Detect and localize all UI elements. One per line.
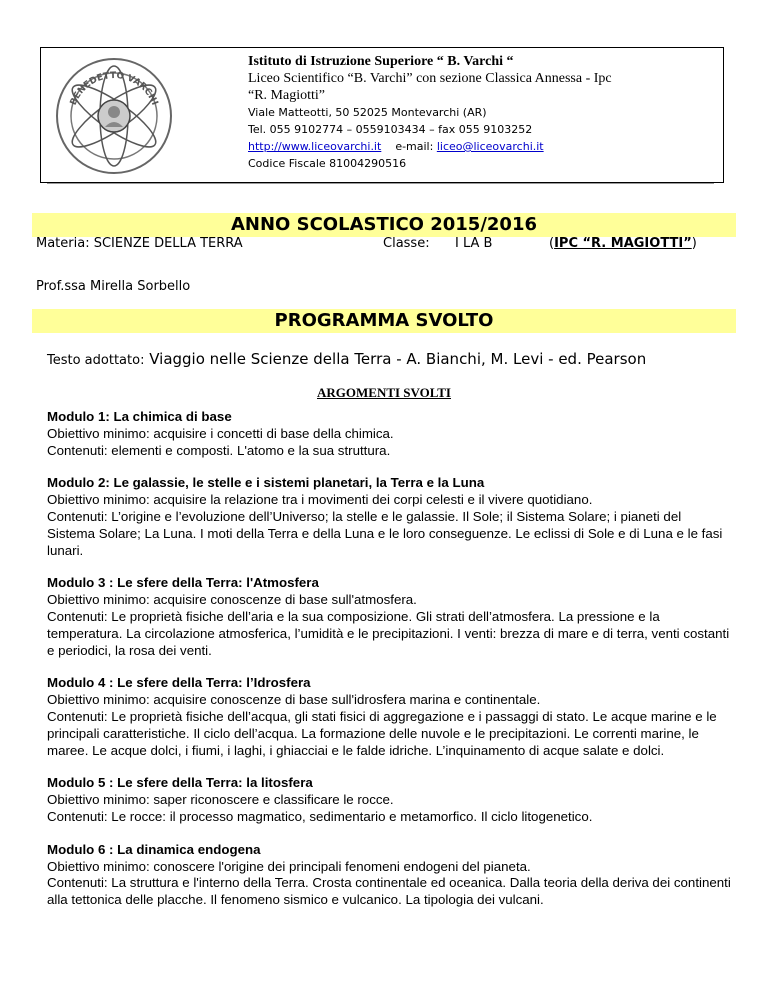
module-contents: Contenuti: Le rocce: il processo magmatico, sedimentario e metamorfico. Il ciclo litogenetico. [47, 808, 593, 824]
module-contents: Contenuti: L’origine e l’evoluzione dell’Universo; la stelle e le galassie. Il Sole; il Sistema Solare; i pianeti del Sistema Solare; La Luna. I moti della Terra e della Luna e le loro conseguenze. Le eclissi di Sole e di Luna e le fasi lunari. [47, 508, 723, 558]
ipc-note: (IPC “R. MAGIOTTI”) [549, 236, 697, 251]
divider [47, 183, 714, 184]
textbook [47, 350, 646, 370]
letterhead [40, 47, 724, 183]
module-objective: Obiettivo minimo: acquisire i concetti di base della chimica. [47, 425, 394, 441]
textbook-value: Viaggio nelle Scienze della Terra - A. Bianchi, M. Levi - ed. Pearson [144, 350, 647, 368]
liceo-name: Liceo Scientifico “B. Varchi” con sezione Classica Annessa - Ipc [248, 71, 612, 86]
ipc-name: IPC “R. MAGIOTTI” [554, 236, 692, 251]
school-logo [55, 57, 173, 175]
phone: Tel. 055 9102774 – 0559103434 – fax 055 9103252 [248, 123, 533, 136]
module-objective: Obiettivo minimo: acquisire conoscenze di base sull'atmosfera. [47, 592, 417, 608]
svg-text:BENEDETTO VARCHI: BENEDETTO VARCHI [68, 70, 160, 107]
module-contents: Contenuti: elementi e composti. L'atomo e la sua struttura. [47, 442, 391, 458]
module-objective: Obiettivo minimo: saper riconoscere e classificare le rocce. [47, 792, 394, 808]
contact-line [248, 138, 718, 155]
magiotti-name: “R. Magiotti” [248, 88, 325, 103]
module-objective: Obiettivo minimo: acquisire la relazione tra i movimenti dei corpi celesti e il vivere quotidiano. [47, 492, 593, 508]
class-label: Classe: [383, 236, 430, 251]
email-link[interactable]: liceo@liceovarchi.it [436, 140, 544, 153]
module-title: Modulo 5 : Le sfere della Terra: la litosfera [47, 775, 313, 791]
module-title: Modulo 2: Le galassie, le stelle e i sistemi planetari, la Terra e la Luna [47, 475, 485, 491]
module-objective: Obiettivo minimo: acquisire conoscenze di base sull'idrosfera marina e continentale. [47, 692, 541, 708]
letterhead-text [248, 53, 718, 172]
program-title: PROGRAMMA SVOLTO [32, 309, 736, 333]
email-label: e-mail: [395, 140, 434, 153]
module-6 [47, 842, 732, 909]
fiscal-code: Codice Fiscale 81004290516 [248, 157, 407, 170]
module-title: Modulo 3 : Le sfere della Terra: l'Atmosfera [47, 575, 319, 591]
module-contents: Contenuti: Le proprietà fisiche dell’aria e la sua composizione. Gli strati dell’atmosfera. La pressione e la temperatura. La circolazione atmosferica, l’umidità e le precipitazioni. I venti: brezza di mare e di terra, venti costanti e periodici, la rosa dei venti. [47, 608, 730, 658]
module-2 [47, 475, 732, 559]
module-objective: Obiettivo minimo: conoscere l'origine dei principali fenomeni endogeni del pianeta. [47, 858, 531, 874]
module-5 [47, 775, 732, 825]
institute-name: Istituto di Istruzione Superiore “ B. Varchi “ [248, 54, 514, 69]
modules-list [47, 409, 732, 925]
teacher: Prof.ssa Mirella Sorbello [36, 279, 191, 294]
module-4 [47, 675, 732, 759]
subject: Materia: SCIENZE DELLA TERRA [36, 236, 243, 251]
module-3 [47, 575, 732, 659]
class-value: I LA B [455, 236, 493, 251]
topics-title: ARGOMENTI SVOLTI [317, 385, 451, 400]
module-title: Modulo 1: La chimica di base [47, 409, 232, 424]
module-title: Modulo 4 : Le sfere della Terra: l’Idrosfera [47, 675, 311, 691]
school-year-title: ANNO SCOLASTICO 2015/2016 [32, 213, 736, 237]
module-title: Modulo 6 : La dinamica endogena [47, 841, 261, 857]
textbook-label: Testo adottato: [47, 353, 145, 368]
module-1 [47, 409, 732, 459]
website-link[interactable]: http://www.liceovarchi.it [248, 140, 382, 153]
address: Viale Matteotti, 50 52025 Montevarchi (AR) [248, 106, 487, 119]
module-contents: Contenuti: La struttura e l'interno della Terra. Crosta continentale ed oceanica. Dalla teoria della deriva dei continenti alla tettonica delle placche. Il fenomeno sismico e vulcanico. La tipologia dei vulcani. [47, 875, 731, 908]
module-contents: Contenuti: Le proprietà fisiche dell’acqua, gli stati fisici di aggregazione e i passaggi di stato. Le acque marine e le principali caratteristiche. Il ciclo dell’acqua. La formazione delle nuvole e le precipitazioni. Le correnti marine, le maree. Le acque dolci, i fiumi, i laghi, i ghiacciai e le falde idriche. L’inquinamento di acque salate e dolci. [47, 708, 717, 758]
